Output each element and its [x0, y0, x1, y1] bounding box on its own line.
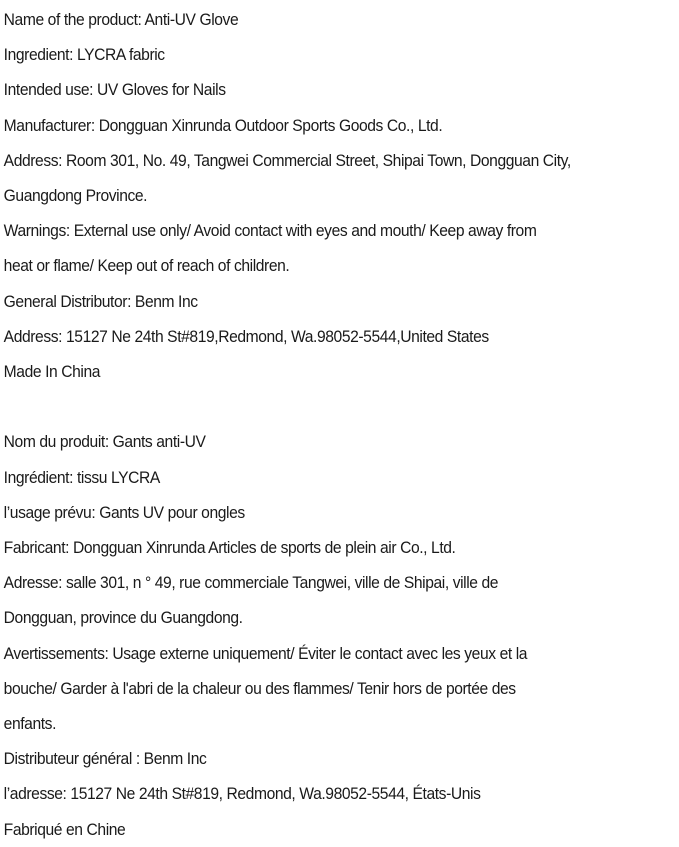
fr-distributor: Distributeur général : Benm Inc: [3, 749, 207, 769]
en-warnings-line-2: heat or flame/ Keep out of reach of children.: [3, 256, 290, 276]
en-warnings-line-1: Warnings: External use only/ Avoid contact with eyes and mouth/ Keep away from: [3, 221, 537, 241]
en-ingredient: Ingredient: LYCRA fabric: [3, 45, 165, 65]
en-intended-use: Intended use: UV Gloves for Nails: [3, 80, 226, 100]
fr-warnings-line-3: enfants.: [3, 714, 57, 734]
en-manufacturer: Manufacturer: Dongguan Xinrunda Outdoor Sports Goods Co., Ltd.: [3, 115, 443, 135]
fr-warnings-line-1: Avertissements: Usage externe uniquement/ Éviter le contact avec les yeux et la: [3, 643, 528, 663]
section-spacer: [4, 389, 677, 424]
fr-warnings-line-2: bouche/ Garder à l'abri de la chaleur ou des flammes/ Tenir hors de portée des: [3, 678, 516, 698]
en-address-line-2: Guangdong Province.: [3, 186, 148, 206]
english-section: [4, 2, 677, 389]
fr-address-line-1: Adresse: salle 301, n ° 49, rue commerciale Tangwei, ville de Shipai, ville de: [3, 573, 499, 593]
fr-intended-use: l’usage prévu: Gants UV pour ongles: [3, 502, 245, 522]
fr-distributor-address: l’adresse: 15127 Ne 24th St#819, Redmond, Wa.98052-5544, États-Unis: [3, 784, 481, 804]
fr-ingredient: Ingrédient: tissu LYCRA: [3, 467, 160, 487]
fr-origin: Fabriqué en Chine: [3, 819, 126, 839]
fr-product-name: Nom du produit: Gants anti-UV: [3, 432, 206, 452]
en-distributor: General Distributor: Benm Inc: [3, 291, 198, 311]
fr-manufacturer: Fabricant: Dongguan Xinrunda Articles de sports de plein air Co., Ltd.: [3, 538, 456, 558]
en-origin: Made In China: [3, 362, 101, 382]
en-address-line-1: Address: Room 301, No. 49, Tangwei Commercial Street, Shipai Town, Dongguan City,: [3, 150, 571, 170]
en-product-name: Name of the product: Anti-UV Glove: [3, 10, 239, 29]
en-distributor-address: Address: 15127 Ne 24th St#819,Redmond, Wa.98052-5544,United States: [3, 326, 489, 346]
fr-address-line-2: Dongguan, province du Guangdong.: [3, 608, 243, 628]
french-section: [4, 424, 677, 846]
